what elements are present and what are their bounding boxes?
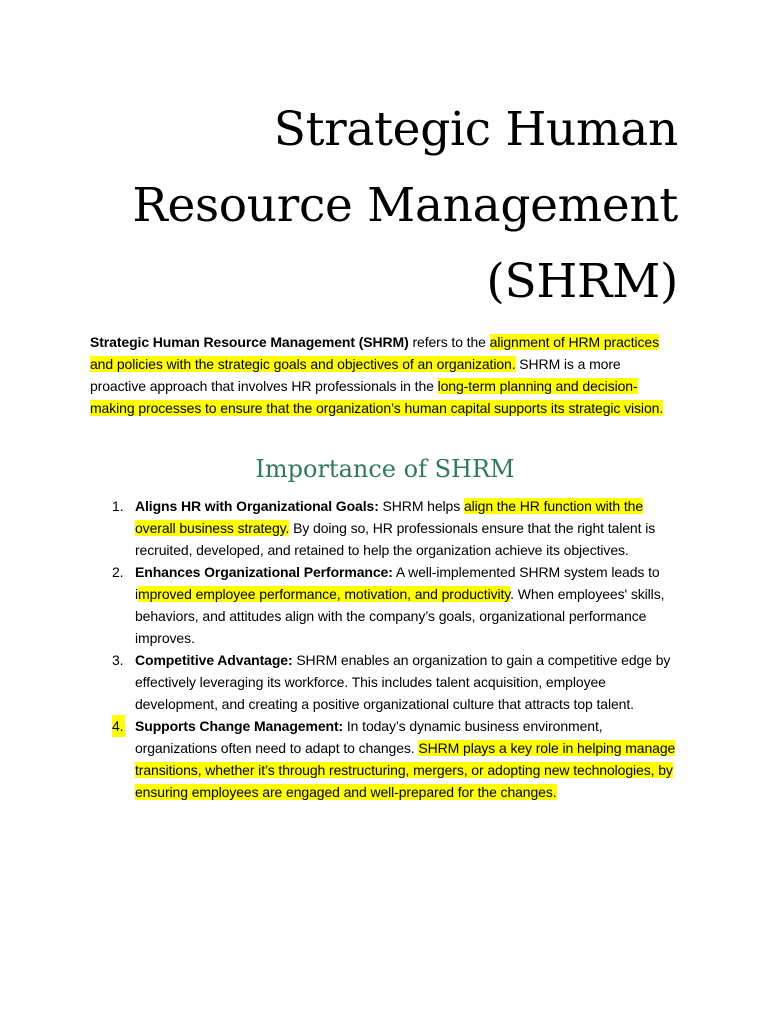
document-title [90, 92, 678, 320]
list-item-highlight: mproved employee performance, motivation, and productivity [138, 586, 511, 602]
intro-term: Strategic Human Resource Management (SHRM) [90, 334, 409, 350]
list-item-text: . When employees' skills, behaviors, and attitudes align with the company’s goals, organizational performance improves. [135, 586, 665, 646]
list-item-heading: Competitive Advantage: [135, 652, 293, 668]
list-item-text: In today’s dynamic business environment, organizations often need to adapt to changes. [135, 718, 603, 756]
title-line: Resource Management [132, 178, 678, 233]
list-item-text: SHRM enables an organization to gain a competitive edge by effectively leveraging its workforce. This includes talent acquisition, employee development, and creating a positive organizational culture that attracts top talent. [135, 652, 671, 712]
intro-paragraph [90, 331, 680, 419]
list-item-heading: Enhances Organizational Performance: [135, 564, 393, 580]
list-item-text: By doing so, HR professionals ensure that the right talent is recruited, developed, and retained to help the organization achieve its objectives. [135, 520, 656, 558]
list-number: 1. [112, 498, 124, 514]
list-number: 2. [112, 564, 124, 580]
list-number: 4. [112, 715, 125, 737]
list-item [90, 715, 682, 803]
importance-list [90, 495, 682, 803]
list-item-heading: Aligns HR with Organizational Goals: [135, 498, 379, 514]
title-line: Strategic Human [273, 102, 678, 157]
list-item-text: A well-implemented SHRM system leads to i [135, 564, 660, 602]
intro-highlight: alignment of HRM practices and policies with the strategic goals and objectives of an organization. [90, 334, 659, 372]
list-item-highlight: align the HR function with the overall business strategy. [135, 498, 644, 536]
intro-text: SHRM is a more proactive approach that involves HR professionals in the [90, 356, 621, 394]
list-item [90, 495, 682, 561]
section-heading: Importance of SHRM [255, 455, 515, 483]
list-number: 3. [112, 652, 124, 668]
list-item [90, 649, 682, 715]
list-item [90, 561, 682, 649]
title-line: (SHRM) [486, 254, 678, 309]
list-item-heading: Supports Change Management: [135, 718, 344, 734]
intro-highlight: long-term planning and decision-making processes to ensure that the organization’s human capital supports its strategic vision. [90, 378, 664, 416]
intro-text: refers to the [408, 334, 490, 350]
list-item-highlight: SHRM plays a key role in helping manage transitions, whether it’s through restructuring, mergers, or adopting new technologies, by ensuring employees are engaged and well-prepared for the changes. [135, 740, 676, 800]
list-item-text: SHRM helps [378, 498, 464, 514]
